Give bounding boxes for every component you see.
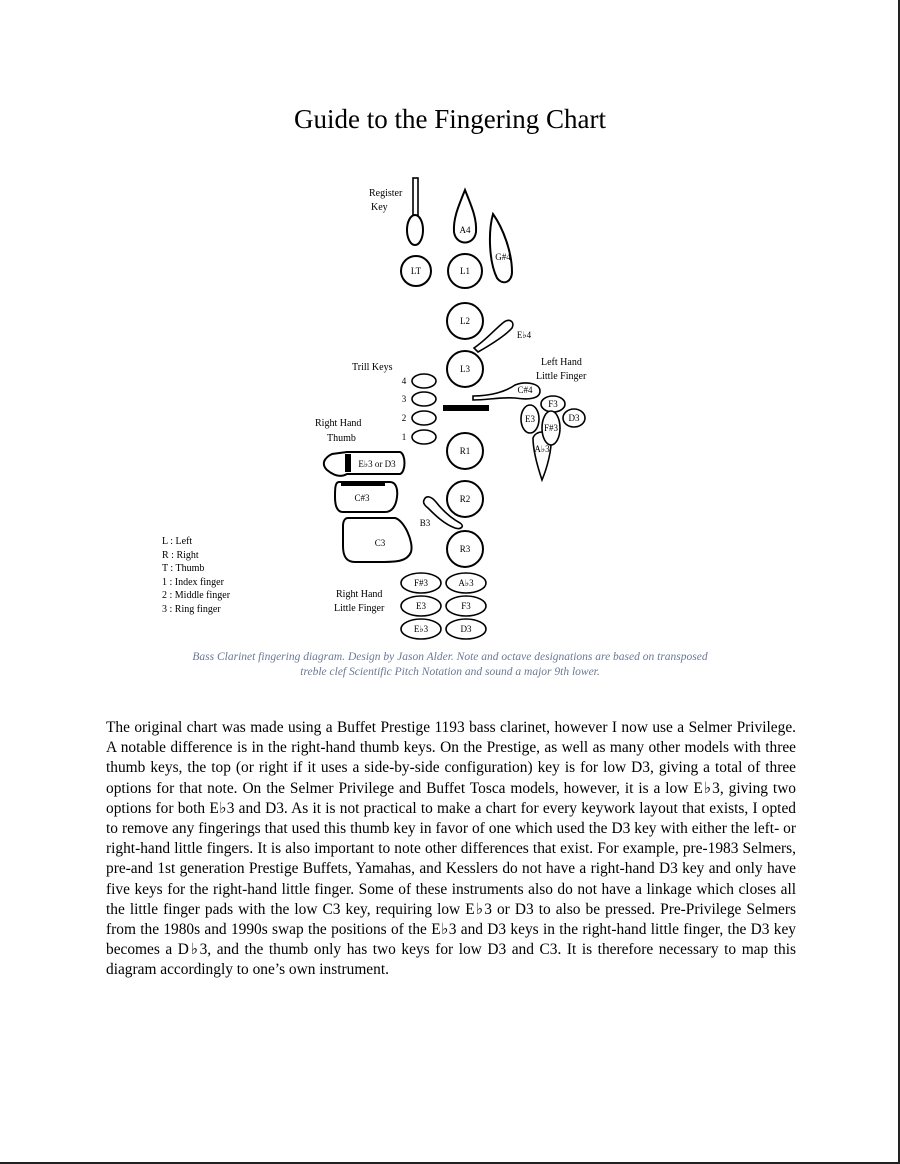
key-c3-label: C3 xyxy=(374,538,386,548)
rh-little-label-2: Little Finger xyxy=(334,603,385,614)
trill-key-3-label: 3 xyxy=(401,394,407,404)
lh-key-f3-label: F3 xyxy=(548,399,558,409)
legend-item: R : Right xyxy=(162,550,199,561)
key-r2-label: R2 xyxy=(459,494,471,504)
legend-item: 3 : Ring finger xyxy=(162,604,221,615)
key-gs4 xyxy=(490,214,512,282)
legend-item: 2 : Middle finger xyxy=(162,590,231,601)
rh-key-eb3-label: E♭3 xyxy=(413,624,429,634)
rh-key-fs3-label: F#3 xyxy=(413,578,429,588)
rh-thumb-label-2: Thumb xyxy=(327,433,356,444)
trill-key-2-label: 2 xyxy=(401,413,407,423)
lh-key-fs3-label: F#3 xyxy=(543,423,559,433)
key-r1-label: R1 xyxy=(459,446,471,456)
lh-little-label-1: Left Hand xyxy=(541,357,582,368)
legend-item: T : Thumb xyxy=(162,563,205,574)
key-gs4-label: G#4 xyxy=(495,252,511,262)
key-cs3-mark xyxy=(341,481,385,486)
key-l1-label: L1 xyxy=(460,266,470,276)
rh-key-d3-label: D3 xyxy=(460,624,472,634)
key-cs4-label: C#4 xyxy=(517,385,533,395)
key-b3-label: B3 xyxy=(419,518,431,528)
key-eb4-label: E♭4 xyxy=(516,330,532,340)
key-l2-label: L2 xyxy=(460,316,470,326)
register-key-label-1: Register xyxy=(369,188,403,199)
legend-item: 1 : Index finger xyxy=(162,577,224,588)
key-eb3-or-d3-label: E♭3 or D3 xyxy=(358,459,396,469)
caption-line-1: Bass Clarinet fingering diagram. Design by Jason Alder. Note and octave designations are based on transposed xyxy=(192,651,708,663)
key-r3-label: R3 xyxy=(459,544,471,554)
fingering-diagram xyxy=(0,168,900,646)
trill-key-1-label: 1 xyxy=(401,432,407,442)
rh-key-e3-label: E3 xyxy=(416,601,426,611)
lh-key-e3-label: E3 xyxy=(525,414,535,424)
rh-thumb-label-1: Right Hand xyxy=(315,418,362,429)
register-key xyxy=(407,178,423,245)
body-paragraph: The original chart was made using a Buffet Prestige 1193 bass clarinet, however I now use a Selmer Privilege. A notable difference is in the right-hand thumb keys. On the Prestige, as well as many other models with three thumb keys, the top (or right if it uses a side-by-side configuration) key is for low D3, giving a total of three options for that note. On the Selmer Privilege and Buffet Tosca models, however, it is a low E♭3, giving two options for both E♭3 and D3. As it is not practical to make a chart for every keywork layout that exists, I opted to remove any fingerings that used this thumb key in favor of one which used the D3 key with either the left- or right-hand little fingers. It is also important to note other differences that exist. For example, pre-1983 Selmers, pre-and 1st generation Prestige Buffets, Yamahas, and Kesslers do not have a right-hand D3 key and only have five keys for the right-hand little finger. Some of these instruments also do not have a linkage which closes all the little finger pads with the low C3 key, requiring low E♭3 or D3 to also be pressed. Pre-Privilege Selmers from the 1980s and 1990s swap the positions of the E♭3 and D3 keys in the right-hand little finger, the D3 key becomes a D♭3, and the thumb only has two keys for low D3 and C3. It is therefore necessary to map this diagram accordingly to one’s own instrument. xyxy=(106,719,796,979)
trill-keys xyxy=(412,374,436,444)
rh-little-label-1: Right Hand xyxy=(336,589,383,600)
rh-key-ab3-label: A♭3 xyxy=(458,578,474,588)
key-eb3-or-d3-mark xyxy=(345,454,351,472)
diagram-caption xyxy=(110,650,790,680)
key-cs3-label: C#3 xyxy=(354,493,370,503)
legend-item: L : Left xyxy=(162,536,193,547)
page-title: Guide to the Fingering Chart xyxy=(294,104,606,134)
rh-key-f3-label: F3 xyxy=(461,601,471,611)
trill-keys-label: Trill Keys xyxy=(352,362,393,373)
caption-line-2: treble clef Scientific Pitch Notation and sound a major 9th lower. xyxy=(300,666,600,678)
lh-little-label-2: Little Finger xyxy=(536,371,587,382)
key-a4-label: A4 xyxy=(459,225,471,235)
legend xyxy=(162,536,231,615)
trill-key-4-label: 4 xyxy=(401,376,407,386)
lh-key-d3-label: D3 xyxy=(568,413,580,423)
linkage-bar xyxy=(443,405,489,411)
lh-key-ab3-label: A♭3 xyxy=(534,444,550,454)
key-l3-label: L3 xyxy=(460,364,470,374)
register-key-label-2: Key xyxy=(371,202,388,213)
key-lt-label: LT xyxy=(410,266,422,276)
